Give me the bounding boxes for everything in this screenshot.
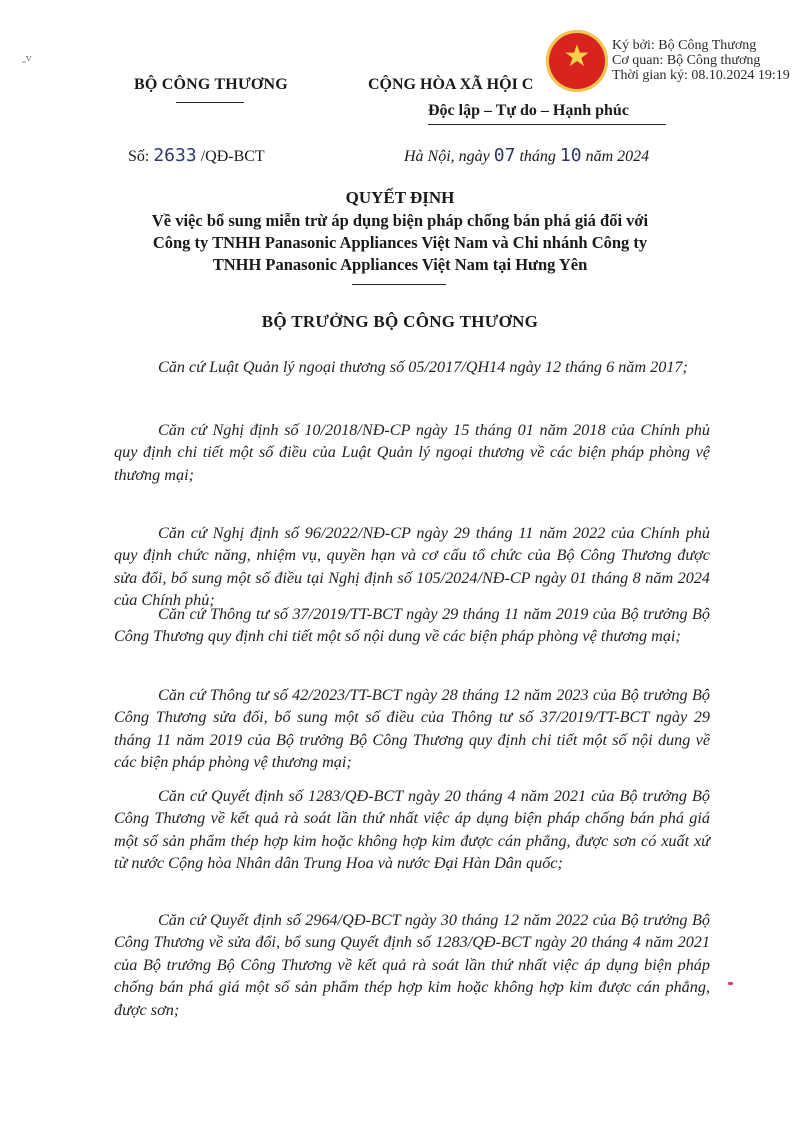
- subject-line: Công ty TNHH Panasonic Appliances Việt Nam và Chi nhánh Công ty: [152, 233, 648, 252]
- organization-underline: [176, 102, 244, 103]
- issuing-organization: BỘ CÔNG THƯƠNG: [134, 76, 288, 93]
- legal-basis-paragraph: Căn cứ Quyết định số 2964/QĐ-BCT ngày 30 tháng 12 năm 2022 của Bộ trưởng Bộ Công Thương về sửa đổi, bổ sung Quyết định số 1283/QĐ-BCT ngày 20 tháng 4 năm 2021 của Bộ trưởng Bộ Công Thương về kết quả rà soát lần thứ nhất việc áp dụng biện pháp chống bán phá giá một số sản phẩm thép hợp kim hoặc không hợp kim được cán phẳng, được sơn;: [114, 911, 710, 1019]
- signature-time: Thời gian ký: 08.10.2024 19:19: [612, 68, 790, 83]
- subject-line: Về việc bổ sung miễn trừ áp dụng biện pháp chống bán phá giá đối với: [151, 211, 649, 230]
- document-number: [128, 145, 265, 166]
- subject-line: TNHH Panasonic Appliances Việt Nam tại Hưng Yên: [212, 255, 588, 274]
- decision-title: QUYẾT ĐỊNH: [345, 188, 455, 207]
- state-seal-icon: ★: [546, 30, 608, 92]
- date-day: 07: [493, 145, 516, 166]
- number-suffix: /QĐ-BCT: [200, 148, 265, 165]
- national-title: CỘNG HÒA XÃ HỘI C: [368, 76, 534, 93]
- legal-basis-paragraph: Căn cứ Nghị định số 96/2022/NĐ-CP ngày 29 tháng 11 năm 2022 của Chính phủ quy định chức năng, nhiệm vụ, quyền hạn và cơ cấu tổ chức của Bộ Công Thương được sửa đổi, bổ sung một số điều tại Nghị định số 105/2024/NĐ-CP ngày 01 tháng 8 năm 2024 của Chính phủ;: [114, 524, 710, 610]
- ink-mark: [728, 982, 733, 985]
- issue-date: [404, 145, 649, 166]
- decision-subject: [90, 210, 710, 276]
- date-prefix: Hà Nội, ngày: [404, 148, 490, 165]
- legal-basis-paragraph: Căn cứ Luật Quản lý ngoại thương số 05/2017/QH14 ngày 12 tháng 6 năm 2017;: [158, 358, 688, 376]
- signature-signed-by: Ký bởi: Bộ Công Thương: [612, 38, 757, 53]
- number-prefix: Số:: [128, 148, 150, 165]
- number-handwritten: 2633: [153, 145, 197, 166]
- date-month-label: tháng: [519, 148, 556, 165]
- signature-agency: Cơ quan: Bộ Công thương: [612, 53, 761, 68]
- scan-artifact: -ⱽ: [22, 54, 32, 68]
- legal-basis-paragraph: Căn cứ Quyết định số 1283/QĐ-BCT ngày 20 tháng 4 năm 2021 của Bộ trưởng Bộ Công Thương về kết quả rà soát lần thứ nhất việc áp dụng biện pháp chống bán phá giá một số sản phẩm thép hợp kim hoặc không hợp kim được cán phẳng, được sơn có xuất xứ từ nước Cộng hòa Nhân dân Trung Hoa và nước Đại Hàn Dân quốc;: [114, 787, 710, 873]
- legal-basis-paragraph: Căn cứ Thông tư số 42/2023/TT-BCT ngày 28 tháng 12 năm 2023 của Bộ trưởng Bộ Công Thương sửa đổi, bổ sung một số điều của Thông tư số 37/2019/TT-BCT ngày 29 tháng 11 năm 2019 của Bộ trưởng Bộ Công Thương quy định chi tiết một số nội dung về các biện pháp phòng vệ thương mại;: [114, 686, 710, 772]
- legal-basis-paragraph: Căn cứ Nghị định số 10/2018/NĐ-CP ngày 15 tháng 01 năm 2018 của Chính phủ quy định chi tiết một số điều của Luật Quản lý ngoại thương về các biện pháp phòng vệ thương mại;: [114, 421, 710, 484]
- motto-underline: [428, 124, 666, 125]
- date-year: năm 2024: [585, 148, 650, 165]
- subject-underline: [352, 284, 446, 285]
- issuing-authority: BỘ TRƯỞNG BỘ CÔNG THƯƠNG: [261, 312, 539, 331]
- date-month: 10: [559, 145, 582, 166]
- digital-signature-block: [612, 38, 800, 83]
- legal-basis-paragraph: Căn cứ Thông tư số 37/2019/TT-BCT ngày 29 tháng 11 năm 2019 của Bộ trưởng Bộ Công Thương quy định chi tiết một số nội dung về các biện pháp phòng vệ thương mại;: [114, 605, 710, 646]
- national-motto: Độc lập – Tự do – Hạnh phúc: [428, 102, 629, 119]
